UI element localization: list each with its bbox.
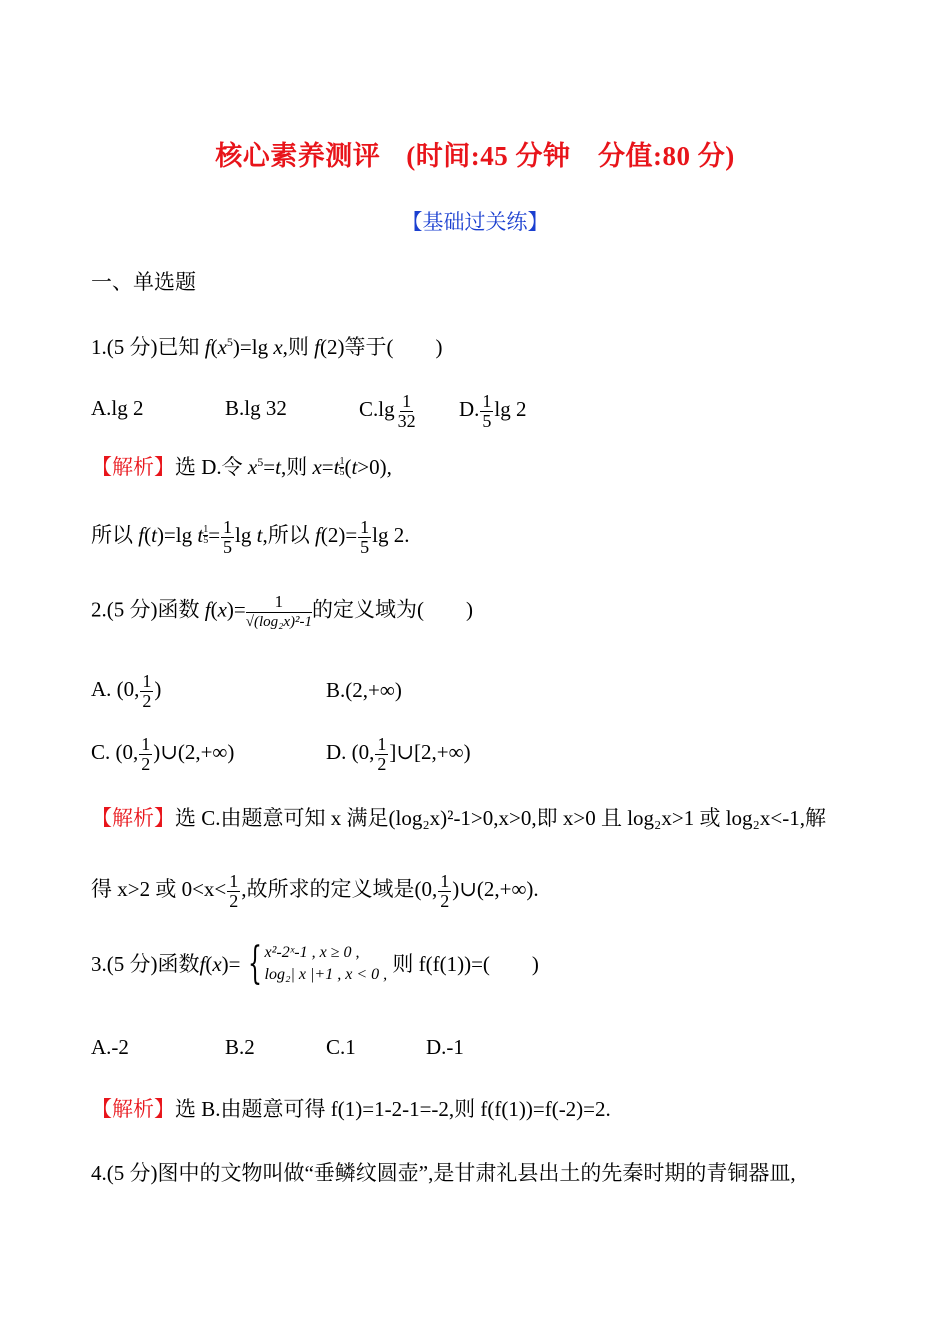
option-c[interactable]: C.lg $\frac{1}{32}$ [359, 391, 416, 431]
question-3-stem: 3.(5 分)函数 f ( x )= { x²-2ˣ-1 , x ≥ 0 , log₂| x |+1 , x < 0 , 则 f(f(1))=( ) [91, 938, 539, 989]
option-b[interactable]: B.(2,+∞) [326, 678, 402, 702]
section-badge: 【基础过关练】 [401, 210, 549, 234]
fraction: $\frac{1}{5}$ [482, 391, 492, 431]
option-c[interactable]: C.1 [326, 1035, 356, 1059]
option-b[interactable]: B.2 [225, 1035, 255, 1059]
page-title: 核心素养测评 (时间:45 分钟 分值:80 分) [215, 141, 735, 171]
option-a[interactable]: A.lg 2 [91, 396, 144, 420]
question-1-analysis-line1: 【解析】选 D.令 $x^5=t$,则 x=t $\frac{1}{5}$ (t>0), [91, 455, 392, 479]
question-2-analysis-line1: 【解析】选 C.由题意可知 x 满足(log₂x)²-1>0,x>0,即 x>0 且 log₂x>1 或 log₂x<-1,解 [91, 806, 826, 830]
analysis-tag: 【解析】 [91, 1097, 175, 1121]
option-a[interactable]: A.-2 [91, 1035, 129, 1059]
section-heading: 一、单选题 [91, 270, 196, 294]
question-3-analysis: 【解析】选 B.由题意可得 f(1)=1-2-1=-2,则 f(f(1))=f(-2)=2. [91, 1097, 611, 1121]
piecewise-cases: x²-2ˣ-1 , x ≥ 0 , log₂| x |+1 , x < 0 , [264, 944, 388, 983]
question-1-analysis-line2: 所以 f(t)=lg t $\frac{1}{5}$ = $\frac{1}{5}$ lg t,所以 f(2)= $\frac{1}{5}$ lg 2. [91, 517, 410, 557]
brace-icon: { [247, 938, 262, 989]
option-d[interactable]: D. (0, $\frac{1}{2}$ ]∪[2,+∞) [326, 734, 471, 774]
option-d[interactable]: D.-1 [426, 1035, 464, 1059]
fraction: $\frac{1}{\text{√(log₂x)²-1}}$ [245, 592, 313, 631]
question-1-stem: 1.(5 分)已知 $f(x^5)=\lg$ x,则 f(2)等于( ) [91, 335, 443, 359]
question-2-analysis-line2: 得 x>2 或 0<x< $\frac{1}{2}$ ,故所求的定义域是(0, $\frac{1}{2}$ )∪(2,+∞). [91, 871, 539, 911]
option-c[interactable]: C. (0, $\frac{1}{2}$ )∪(2,+∞) [91, 734, 235, 774]
analysis-tag: 【解析】 [91, 806, 175, 830]
analysis-tag: 【解析】 [91, 455, 175, 479]
option-b[interactable]: B.lg 32 [225, 396, 287, 420]
question-2-stem: 2.(5 分)函数 f(x)= $\frac{1}{\text{√(log₂x)²-1}}$ 的定义域为( ) [91, 592, 474, 631]
option-d[interactable]: D. $\frac{1}{5}$ lg 2 [459, 391, 527, 431]
question-4-stem: 4.(5 分)图中的文物叫做“垂鳞纹圆壶”,是甘肃礼县出土的先秦时期的青铜器皿, [91, 1161, 796, 1185]
fraction: $\frac{1}{32}$ [397, 391, 416, 431]
option-a[interactable]: A. (0, $\frac{1}{2}$ ) [91, 671, 162, 711]
